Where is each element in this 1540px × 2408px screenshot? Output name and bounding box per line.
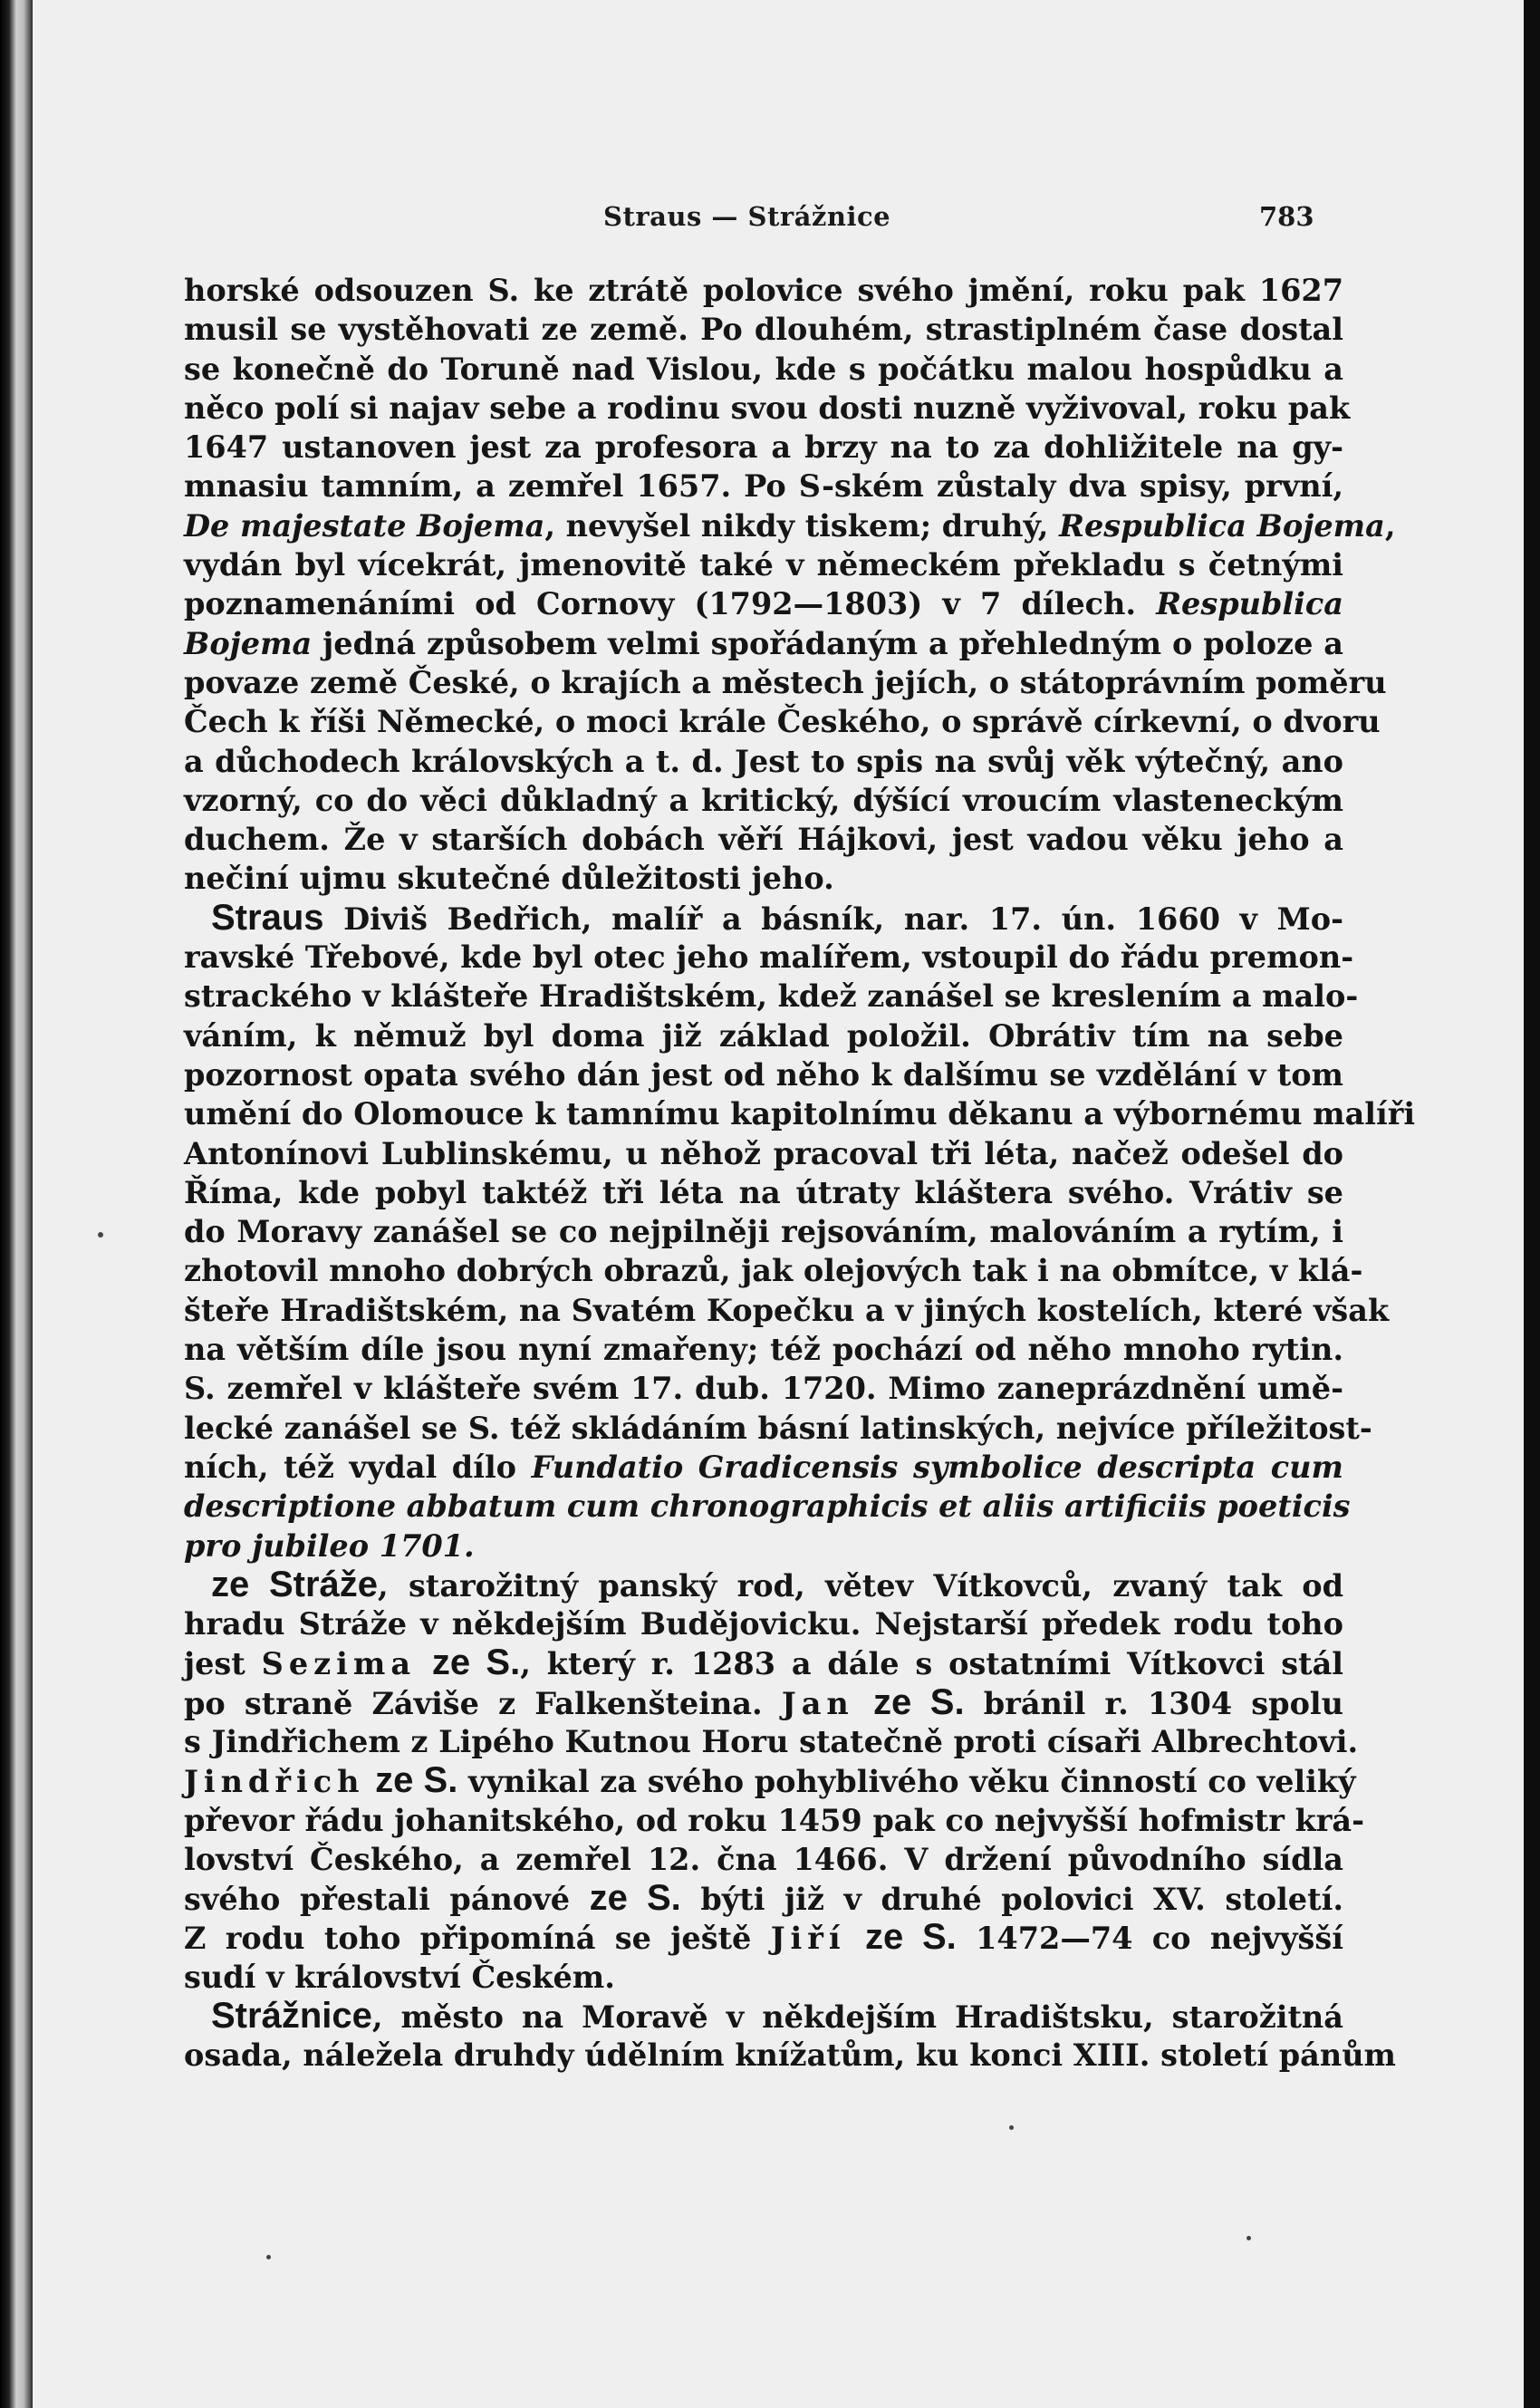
text-line: osada, náležela druhdy údělním knížatům, ku konci XIII. století pánům (184, 2037, 1397, 2074)
family-abbrev: ze S. (375, 1760, 458, 1801)
text-line: vydán byl vícekrát, jmenovitě také v německém překladu s četnými (184, 547, 1343, 583)
text-line: ze Stráže, starožitný panský rod, větev Vítkovců, zvaný tak od (211, 1564, 1343, 1604)
text-line: descriptione abbatum cum chronographicis et aliis artificiis poeticis (184, 1488, 1351, 1525)
text-line: umění do Olomouce k tamnímu kapitolnímu děkanu a výbornému malíři (184, 1096, 1416, 1132)
print-speck (98, 1232, 103, 1238)
text-line: Strážnice, město na Moravě v někdejším Hradištsku, starožitná (211, 1996, 1343, 2037)
text-line: něco polí si najav sebe a rodinu svou dosti nuzně vyživoval, roku pak (184, 390, 1351, 426)
text-line: lovství Českého, a zemřel 12. čna 1466. V držení původního sídla (184, 1841, 1343, 1877)
header-title: Straus — Strážnice (603, 201, 891, 232)
text-line: duchem. Že v starších dobách věří Hájkovi, jest vadou věku jeho a (184, 822, 1343, 858)
text-line: Z rodu toho připomíná se ještě Jiří ze S. 1472—74 co nejvyšší (184, 1917, 1343, 1958)
text-line: Čech k říši Německé, o moci krále Českého, o správě církevní, o dvoru (184, 704, 1381, 740)
family-abbrev: ze S. (864, 1917, 957, 1958)
print-speck (266, 2255, 271, 2259)
text-line: po straně Záviše z Falkenšteina. Jan ze S. bránil r. 1304 spolu (184, 1681, 1344, 1722)
right-margin-shadow (1524, 0, 1540, 2408)
text-line: Straus Diviš Bedřich, malíř a básník, nar. 17. ún. 1660 v Mo- (211, 897, 1343, 938)
text-line: Antonínovi Lublinskému, u něhož pracoval tři léta, načež odešel do (184, 1135, 1343, 1171)
book-page (33, 0, 1524, 2408)
italic-title: De majestate Bojema (184, 507, 545, 544)
body-text (184, 271, 1416, 2076)
running-header (33, 201, 1524, 237)
text-line: zhotovil mnoho dobrých obrazů, jak olejových tak i na obmítce, v klá- (184, 1253, 1363, 1289)
text-line: poznamenáními od Cornovy (1792—1803) v 7 dílech. Respublica (184, 586, 1343, 622)
spaced-name: Jan (781, 1685, 854, 1721)
family-abbrev: ze S. (431, 1642, 521, 1683)
text-line: 1647 ustanoven jest za profesora a brzy na to za dohližitele na gy- (184, 429, 1343, 466)
book-edge (0, 0, 33, 2408)
text-line: Jindřich ze S. vynikal za svého pohyblivého věku činností co veliký (184, 1760, 1356, 1801)
family-abbrev: ze S. (872, 1681, 965, 1722)
text-line: pro jubileo 1701. (184, 1527, 475, 1564)
text-line: S. zemřel v klášteře svém 17. dub. 1720. Mimo zaneprázdnění umě- (184, 1371, 1343, 1407)
italic-title: Respublica (1156, 586, 1343, 622)
text-line: šteře Hradištském, na Svatém Kopečku a v jiných kostelích, které však (184, 1292, 1390, 1328)
text-line: se konečně do Toruně nad Vislou, kde s počátku malou hospůdku a (184, 351, 1343, 387)
text-line: převor řádu johanitského, od roku 1459 pak co nejvyšší hofmistr krá- (184, 1802, 1364, 1838)
italic-title: Bojema (184, 625, 313, 661)
text-line: De majestate Bojema, nevyšel nikdy tiskem; druhý, Respublica Bojema, (184, 507, 1396, 544)
spaced-name: Jindřich (184, 1764, 365, 1800)
text-line: a důchodech královských a t. d. Jest to spis na svůj věk výtečný, ano (184, 743, 1343, 779)
text-line: Říma, kde pobyl taktéž tři léta na útraty kláštera svého. Vrátiv se (184, 1174, 1343, 1210)
entry-heading: ze Stráže (211, 1564, 379, 1604)
text-line: jest Sezima ze S., který r. 1283 a dále s ostatními Vítkovci stál (184, 1642, 1344, 1683)
text-line: s Jindřichem z Lipého Kutnou Horu statečně proti císaři Albrechtovi. (184, 1723, 1359, 1759)
text-line: musil se vystěhovati ze země. Po dlouhém, strastiplném čase dostal (184, 312, 1343, 348)
text-line: svého přestali pánové ze S. býti již v druhé polovici XV. století. (184, 1878, 1343, 1919)
entry-heading: Straus (211, 897, 324, 938)
page-number: 783 (1259, 201, 1314, 232)
text-line: váním, k němuž byl doma již základ položil. Obrátiv tím na sebe (184, 1017, 1343, 1054)
italic-title: Fundatio Gradicensis symbolice descripta cum (531, 1449, 1343, 1485)
text-line: pozornost opata svého dán jest od něho k dalšímu se vzdělání v tom (184, 1056, 1343, 1093)
text-line: ravské Třebové, kde byl otec jeho malířem, vstoupil do řádu premon- (184, 939, 1354, 976)
text-line: sudí v království Českém. (184, 1959, 615, 1995)
text-line: ních, též vydal dílo Fundatio Gradicensis symbolice descripta cum (184, 1449, 1343, 1485)
print-speck (1246, 2236, 1251, 2240)
text-line: horské odsouzen S. ke ztrátě polovice svého jmění, roku pak 1627 (184, 273, 1343, 308)
text-line: na větším díle jsou nyní zmařeny; též pochází od něho mnoho rytin. (184, 1332, 1343, 1368)
entry-heading: Strážnice (211, 1996, 372, 2037)
family-abbrev: ze S. (589, 1878, 681, 1919)
text-line: vzorný, co do věci důkladný a kritický, dýšící vroucím vlasteneckým (184, 782, 1343, 818)
text-line: mnasiu tamním, a zemřel 1657. Po S-ském zůstaly dva spisy, první, (184, 468, 1343, 505)
text-line: hradu Stráže v někdejším Budějovicku. Nejstarší předek rodu toho (184, 1606, 1343, 1642)
text-line: lecké zanášel se S. též skládáním básní latinských, nejvíce příležitost- (184, 1410, 1372, 1446)
spaced-name: Sezima (261, 1646, 417, 1682)
print-speck (1009, 2125, 1014, 2130)
italic-title: Respublica Bojema (1059, 507, 1385, 544)
text-line: Bojema jedná způsobem velmi spořádaným a přehledným o poloze a (184, 625, 1343, 661)
text-line: strackého v klášteře Hradištském, kdež zanášel se kreslením a malo- (184, 978, 1359, 1015)
text-line: do Moravy zanášel se co nejpilněji rejsováním, malováním a rytím, i (184, 1214, 1343, 1250)
text-line: nečiní ujmu skutečné důležitosti jeho. (184, 861, 834, 897)
text-line: povaze země České, o krajích a městech jejích, o státoprávním poměru (184, 664, 1387, 700)
spaced-name: Jiří (770, 1921, 846, 1957)
